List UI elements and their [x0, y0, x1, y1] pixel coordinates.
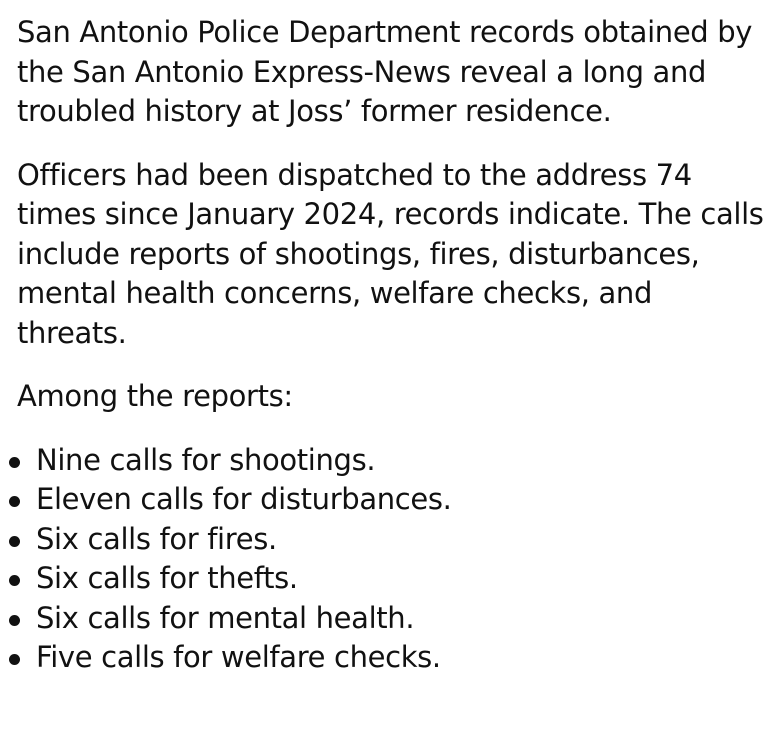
bullet-icon [9, 457, 20, 468]
list-item-text: Six calls for thefts. [36, 561, 298, 595]
paragraph-records: San Antonio Police Department records obtained by the San Antonio Express-News reveal a long and troubled history at Joss’ former residence. [17, 15, 753, 128]
list-item [9, 638, 768, 678]
list-item [9, 441, 768, 481]
paragraph-dispatches: Officers had been dispatched to the address 74 times since January 2024, records indicate. The calls include reports of shootings, fires, disturbances, mental health concerns, welfare checks, and threats. [17, 157, 764, 350]
bullet-icon [9, 615, 20, 626]
reports-list [9, 441, 768, 678]
list-item-text: Six calls for mental health. [36, 600, 415, 635]
list-item-text: Five calls for welfare checks. [36, 640, 441, 674]
list-item [9, 520, 768, 560]
list-item [9, 559, 768, 599]
list-item-text: Six calls for fires. [36, 521, 277, 556]
bullet-icon [9, 536, 20, 547]
bullet-icon [9, 496, 20, 507]
list-item-text: Eleven calls for disturbances. [36, 482, 452, 516]
bullet-icon [9, 575, 20, 586]
list-item-text: Nine calls for shootings. [36, 442, 376, 477]
list-item [9, 599, 768, 639]
list-item [9, 480, 768, 520]
list-intro: Among the reports: [17, 379, 293, 413]
bullet-icon [9, 654, 20, 665]
